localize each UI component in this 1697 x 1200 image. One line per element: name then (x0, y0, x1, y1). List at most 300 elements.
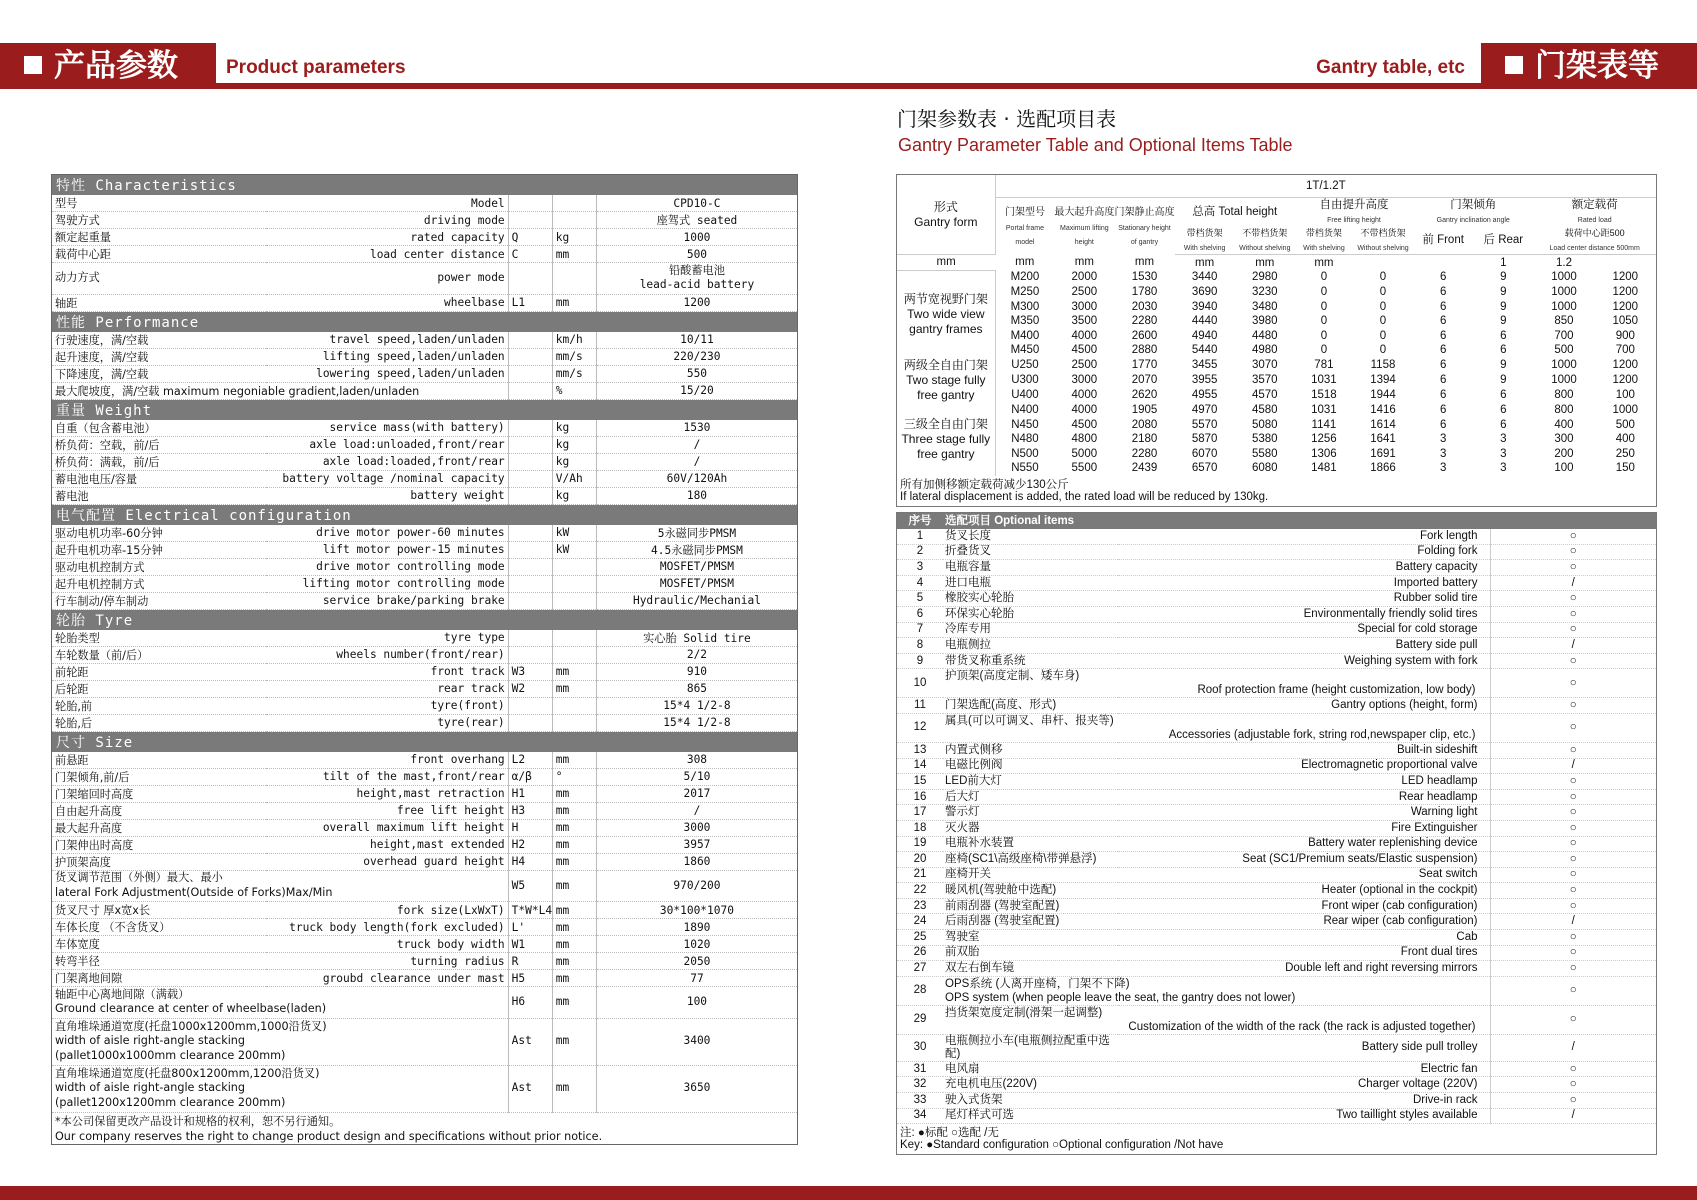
spec-unit: mm (552, 836, 596, 853)
option-cn: 驾驶室 (943, 930, 1118, 946)
option-en: Two taillight styles available (1118, 1108, 1490, 1124)
option-row (897, 898, 1656, 914)
option-cn: LED前大灯 (943, 774, 1118, 790)
gantry-cell: 200 (1554, 447, 1574, 460)
spec-table (51, 174, 798, 1145)
gantry-cell: 3 (1439, 433, 1447, 446)
gantry-group-label: 两节宽视野门架 Two wide view gantry frames (897, 270, 995, 358)
option-row (897, 606, 1656, 622)
square-bullet-icon (24, 56, 42, 74)
gantry-cell: 1000 (1551, 374, 1577, 387)
gantry-cell: 1000 (1551, 285, 1577, 298)
option-row (897, 852, 1656, 868)
option-en: Rear headlamp (1118, 789, 1490, 805)
spec-row (52, 212, 797, 229)
header-right-en: Gantry table, etc (1316, 57, 1465, 78)
option-no: 17 (897, 805, 943, 821)
option-en: Battery side pull (1118, 638, 1490, 654)
option-item (943, 669, 1490, 698)
option-row (897, 713, 1656, 742)
spec-label-cn: 起升速度，满/空载 (52, 348, 266, 365)
spec-unit (552, 697, 596, 714)
gantry-row (897, 343, 1656, 358)
spec-label-cn: 桥负荷：满载，前/后 (52, 453, 266, 470)
spec-symbol (508, 714, 552, 731)
spec-symbol (508, 541, 552, 558)
gantry-cell: 1866 (1370, 462, 1396, 475)
spec-row (52, 195, 797, 212)
spec-label-cn: 驱动电机控制方式 (52, 558, 266, 575)
option-no: 4 (897, 575, 943, 591)
spec-label-en: lift motor power-15 minutes (266, 541, 509, 558)
spec-unit: mm (552, 853, 596, 870)
options-table (896, 512, 1657, 1155)
option-en: Charger voltage (220V) (1118, 1077, 1490, 1093)
gantry-cell: 0 (1379, 285, 1387, 298)
spec-symbol (508, 630, 552, 647)
spec-symbol: W2 (508, 680, 552, 697)
gantry-note-en: If lateral displacement is added, the rated load will be reduced by 130kg. (900, 490, 1269, 503)
option-item (943, 1005, 1490, 1034)
option-row (897, 529, 1656, 544)
spec-label: 货叉调节范围（外侧）最大、最小 lateral Fork Adjustment(Outside of Forks)Max/Min (52, 870, 508, 902)
option-no: 18 (897, 820, 943, 836)
spec-label: 轴距中心离地间隙（满载） Ground clearance at center of wheelbase(laden) (52, 987, 508, 1019)
spec-label-en: service mass(with battery) (266, 420, 509, 437)
spec-unit (552, 646, 596, 663)
spec-label-en: lowering speed,laden/unladen (266, 365, 509, 382)
gantry-cell: 6 (1439, 300, 1447, 313)
gantry-cell: 400 (1554, 418, 1574, 431)
gantry-cell: 3570 (1252, 374, 1278, 387)
option-no: 32 (897, 1077, 943, 1093)
option-mark: ○ (1490, 789, 1656, 805)
option-mark: ○ (1490, 622, 1656, 638)
gantry-cell: 3455 (1191, 359, 1218, 372)
option-row (897, 836, 1656, 852)
gantry-cell: 3480 (1252, 300, 1278, 313)
spec-value: 铅酸蓄电池 lead-acid battery (596, 263, 797, 295)
option-no: 25 (897, 930, 943, 946)
spec-row (52, 836, 797, 853)
square-bullet-icon (1505, 56, 1523, 74)
gantry-cell: 5580 (1252, 447, 1278, 460)
gantry-cell: 1200 (1612, 271, 1639, 284)
option-row (897, 883, 1656, 899)
spec-row (52, 785, 797, 802)
gantry-cell: 1000 (1551, 300, 1577, 313)
option-cn: 电瓶侧拉 (943, 638, 1118, 654)
spec-label-cn: 蓄电池 (52, 487, 266, 504)
spec-label-cn: 转弯半径 (52, 953, 266, 970)
option-row (897, 758, 1656, 774)
spec-row (52, 541, 797, 558)
spec-label-en: height,mast extended (266, 836, 509, 853)
option-cn: 门架选配(高度、形式) (943, 698, 1118, 714)
spec-label-en: service brake/parking brake (266, 592, 509, 609)
option-en: Built-in sideshift (1118, 742, 1490, 758)
option-en: OPS system (when people leave the seat, the gantry does not lower) (945, 991, 1296, 1004)
spec-section-header (52, 504, 797, 525)
option-cn: 警示灯 (943, 805, 1118, 821)
option-cn: 环保实心轮胎 (943, 606, 1118, 622)
spec-symbol: W3 (508, 663, 552, 680)
spec-symbol: H4 (508, 853, 552, 870)
option-row (897, 930, 1656, 946)
option-no: 8 (897, 638, 943, 654)
spec-value: 1890 (596, 919, 797, 936)
option-mark: ○ (1490, 852, 1656, 868)
spec-label-cn: 驱动电机功率-60分钟 (52, 525, 266, 542)
gantry-row (897, 285, 1656, 300)
spec-unit: % (552, 382, 596, 399)
option-en: Special for cold storage (1118, 622, 1490, 638)
spec-value: Hydraulic/Mechanial (596, 592, 797, 609)
gantry-cell: 2620 (1131, 389, 1158, 402)
gantry-cell: 4000 (1071, 329, 1098, 342)
spec-label-en: height,mast retraction (266, 785, 509, 802)
spec-symbol (508, 592, 552, 609)
spec-row (52, 229, 797, 246)
option-row (897, 961, 1656, 977)
spec-value: 1860 (596, 853, 797, 870)
option-row (897, 742, 1656, 758)
spec-row (52, 365, 797, 382)
spec-value: 1530 (596, 420, 797, 437)
option-no: 15 (897, 774, 943, 790)
gantry-cell: 1905 (1131, 403, 1158, 416)
spec-label-cn: 门架伸出时高度 (52, 836, 266, 853)
option-cn: 护顶架(高度定制、矮车身) (945, 670, 1080, 683)
gantry-cell: 800 (1554, 403, 1574, 416)
option-en: Heater (optional in the cockpit) (1118, 883, 1490, 899)
gantry-cell: 1200 (1612, 374, 1639, 387)
spec-label-en: power mode (266, 263, 509, 295)
spec-label-cn: 驾驶方式 (52, 212, 266, 229)
gantry-cell: 0 (1379, 271, 1387, 284)
spec-value: 550 (596, 365, 797, 382)
option-mark: ○ (1490, 742, 1656, 758)
spec-row (52, 348, 797, 365)
option-no: 19 (897, 836, 943, 852)
spec-row (52, 246, 797, 263)
option-no: 14 (897, 758, 943, 774)
gantry-cell: 3 (1439, 462, 1447, 475)
option-cn: OPS系统 (人离开座椅，门架不下降) (945, 977, 1130, 990)
spec-symbol (508, 487, 552, 504)
spec-label-cn: 载荷中心距 (52, 246, 266, 263)
gantry-cell: 0 (1379, 329, 1387, 342)
spec-value: 座驾式 seated (596, 212, 797, 229)
option-mark: ○ (1490, 1077, 1656, 1093)
spec-label: 直角堆垛通道宽度(托盘1000x1200mm,1000沿货叉) width of aisle right-angle stacking (pallet1000x1000mm clearance 200mm) (52, 1018, 508, 1065)
spec-unit: kg (552, 229, 596, 246)
spec-label-cn: 动力方式 (52, 263, 266, 295)
gantry-cell: 3 (1500, 447, 1507, 460)
spec-symbol (508, 470, 552, 487)
gantry-cell: 6 (1439, 418, 1447, 431)
gantry-cell: 3230 (1252, 285, 1278, 298)
gantry-cell: 9 (1500, 359, 1507, 372)
option-row (897, 1005, 1656, 1034)
spec-row (52, 525, 797, 542)
gantry-cell: 1770 (1131, 359, 1158, 372)
spec-label-cn: 前轮距 (52, 663, 266, 680)
spec-value: / (596, 453, 797, 470)
spec-label-cn: 最大起升高度 (52, 819, 266, 836)
spec-value: 15*4 1/2-8 (596, 697, 797, 714)
spec-row (52, 752, 797, 769)
spec-unit: mm (552, 1065, 596, 1112)
header-rule (0, 83, 1697, 89)
gantry-cell: 850 (1554, 315, 1574, 328)
spec-label-cn: 前悬距 (52, 752, 266, 769)
gantry-cell: 2980 (1252, 271, 1278, 284)
spec-unit: km/h (552, 332, 596, 349)
option-cn: 挡货架宽度定制(滑架一起调整) (945, 1006, 1103, 1019)
h-no: 序号 (897, 513, 943, 529)
spec-row (52, 646, 797, 663)
option-en: Roof protection frame (height customization, low body) (1197, 684, 1476, 697)
option-mark: ○ (1490, 653, 1656, 669)
option-en: Fire Extinguisher (1118, 820, 1490, 836)
options-note-en: Key: ●Standard configuration ○Optional configuration /Not have (900, 1139, 1224, 1152)
option-cn: 属具(可以可调叉、串杆、报夹等) (945, 714, 1114, 727)
spec-unit: kW (552, 525, 596, 542)
section-title: 重量 Weight (52, 399, 797, 420)
gantry-title: 门架参数表 · 选配项目表 (897, 107, 1117, 131)
gantry-cell: 1200 (1612, 285, 1639, 298)
gantry-cell: 5080 (1252, 418, 1278, 431)
spec-value: MOSFET/PMSM (596, 558, 797, 575)
option-cn: 座椅开关 (943, 867, 1118, 883)
unit-cell (1353, 255, 1413, 271)
gantry-cell: 1200 (1612, 300, 1639, 313)
capacity-label: 1T/1.2T (995, 175, 1656, 198)
spec-label-en: drive motor controlling mode (266, 558, 509, 575)
spec-value: 3650 (596, 1065, 797, 1112)
spec-unit: mm (552, 785, 596, 802)
option-mark: / (1490, 575, 1656, 591)
unit-cell: mm (936, 256, 956, 269)
spec-row (52, 697, 797, 714)
spec-label-cn: 型号 (52, 195, 266, 212)
gantry-cell: 2180 (1131, 433, 1158, 446)
option-no: 31 (897, 1061, 943, 1077)
option-no: 11 (897, 698, 943, 714)
option-no: 30 (897, 1034, 943, 1061)
spec-label-en: front track (266, 663, 509, 680)
units-row (897, 255, 1656, 271)
option-cn: 内置式侧移 (943, 742, 1118, 758)
gantry-cell: M250 (1010, 285, 1040, 298)
gantry-cell: 4500 (1071, 344, 1098, 357)
spec-symbol: Q (508, 229, 552, 246)
spec-value: CPD10-C (596, 195, 797, 212)
spec-label-cn: 轮胎,前 (52, 697, 266, 714)
spec-value: / (596, 436, 797, 453)
spec-symbol: L1 (508, 294, 552, 311)
gantry-cell: 700 (1615, 344, 1635, 357)
spec-unit: kg (552, 420, 596, 437)
spec-value: 77 (596, 970, 797, 987)
spec-symbol (508, 332, 552, 349)
spec-symbol: Ast (508, 1018, 552, 1065)
spec-value: 180 (596, 487, 797, 504)
gantry-cell: 0 (1320, 285, 1328, 298)
option-en: LED headlamp (1118, 774, 1490, 790)
spec-value: 60V/120Ah (596, 470, 797, 487)
option-mark: ○ (1490, 529, 1656, 544)
unit-cell: mm (1015, 256, 1035, 269)
spec-row (52, 870, 797, 902)
option-en: Battery capacity (1118, 560, 1490, 576)
spec-label-en: tyre(rear) (266, 714, 509, 731)
h-free-without: 不带档货架 Without shelving (1353, 226, 1413, 255)
spec-label-en: lifting motor controlling mode (266, 575, 509, 592)
option-no: 2 (897, 544, 943, 560)
gantry-cell: 1000 (1551, 271, 1577, 284)
gantry-cell: 6 (1439, 374, 1447, 387)
spec-label-en: lifting speed,laden/unladen (266, 348, 509, 365)
option-no: 22 (897, 883, 943, 899)
gantry-row (897, 403, 1656, 418)
gantry-cell: 1691 (1370, 447, 1396, 460)
option-mark: / (1490, 1108, 1656, 1124)
gantry-cell: 4570 (1252, 389, 1278, 402)
spec-label-cn: 后轮距 (52, 680, 266, 697)
spec-row (52, 853, 797, 870)
gantry-cell: 2500 (1071, 285, 1098, 298)
option-en: Warning light (1118, 805, 1490, 821)
spec-unit: mm (552, 1018, 596, 1065)
option-no: 10 (897, 669, 943, 698)
gantry-cell: 100 (1554, 462, 1574, 475)
spec-row (52, 558, 797, 575)
section-title: 特性 Characteristics (52, 175, 797, 195)
gantry-cell: 4980 (1252, 344, 1278, 357)
spec-unit: kg (552, 436, 596, 453)
gantry-cell: 6 (1500, 344, 1507, 357)
gantry-row (897, 373, 1656, 388)
h-static: 门架静止高度 Stationary height of gantry (1114, 206, 1175, 246)
gantry-cell: 5380 (1252, 433, 1278, 446)
spec-unit: V/Ah (552, 470, 596, 487)
option-mark: ○ (1490, 713, 1656, 742)
gantry-cell: 4970 (1191, 403, 1218, 416)
spec-symbol (508, 263, 552, 295)
option-mark: ○ (1490, 698, 1656, 714)
spec-value: 1020 (596, 936, 797, 953)
spec-value: 3000 (596, 819, 797, 836)
spec-symbol (508, 348, 552, 365)
spec-symbol (508, 382, 552, 399)
gantry-cell: 700 (1554, 329, 1574, 342)
spec-label-en: Model (266, 195, 509, 212)
spec-label-en: drive motor power-60 minutes (266, 525, 509, 542)
option-en: Imported battery (1118, 575, 1490, 591)
section-title: 电气配置 Electrical configuration (52, 504, 797, 525)
gantry-cell: 1481 (1311, 462, 1337, 475)
option-mark: ○ (1490, 606, 1656, 622)
spec-label-en: overall maximum lift height (266, 819, 509, 836)
option-no: 29 (897, 1005, 943, 1034)
gantry-cell: 1050 (1612, 315, 1639, 328)
option-mark: ○ (1490, 930, 1656, 946)
spec-unit: mm (552, 802, 596, 819)
option-cn: 灭火器 (943, 820, 1118, 836)
option-cn: 充电机电压(220V) (943, 1077, 1118, 1093)
gantry-cell: 100 (1615, 389, 1635, 402)
spec-label-cn: 门架离地间隙 (52, 970, 266, 987)
spec-symbol: L' (508, 919, 552, 936)
gantry-row (897, 358, 1656, 373)
header-left-en: Product parameters (226, 57, 406, 78)
section-title: 轮胎 Tyre (52, 609, 797, 630)
gantry-cell: N480 (1011, 433, 1039, 446)
option-item (943, 976, 1490, 1005)
gantry-cell: 9 (1500, 271, 1507, 284)
gantry-cell: 1944 (1370, 389, 1396, 402)
option-cn: 进口电瓶 (943, 575, 1118, 591)
gantry-cell: 2500 (1071, 359, 1098, 372)
gantry-cell: 1780 (1131, 285, 1158, 298)
spec-symbol: α/β (508, 768, 552, 785)
gantry-cell: 3 (1439, 447, 1447, 460)
gantry-cell: N550 (1011, 462, 1039, 475)
gantry-cell: 4800 (1071, 433, 1098, 446)
option-en: Electromagnetic proportional valve (1118, 758, 1490, 774)
spec-row (52, 970, 797, 987)
header-left-cn: 产品参数 (54, 48, 178, 84)
gantry-cell: 2439 (1131, 462, 1158, 475)
option-en: Front dual tires (1118, 945, 1490, 961)
gantry-cell: 0 (1320, 300, 1328, 313)
gantry-cell: 2000 (1071, 271, 1098, 284)
spec-symbol (508, 195, 552, 212)
gantry-cell: 9 (1500, 300, 1507, 313)
gantry-row (897, 432, 1656, 447)
gantry-cell: 6 (1439, 389, 1447, 402)
gantry-cell: 1306 (1311, 447, 1337, 460)
gantry-cell: 900 (1615, 329, 1635, 342)
gantry-cell: 400 (1615, 433, 1635, 446)
spec-row (52, 987, 797, 1019)
spec-symbol: H6 (508, 987, 552, 1019)
spec-symbol: H1 (508, 785, 552, 802)
spec-label-en: load center distance (266, 246, 509, 263)
spec-unit: mm (552, 870, 596, 902)
option-row (897, 789, 1656, 805)
gantry-cell: M400 (1010, 329, 1040, 342)
option-en: Electric fan (1118, 1061, 1490, 1077)
option-cn: 电风扇 (943, 1061, 1118, 1077)
options-note-cn: 注: ●标配 ○选配 /无 (900, 1127, 999, 1140)
spec-label-en: truck body length(fork excluded) (266, 919, 509, 936)
gantry-cell: M450 (1010, 344, 1040, 357)
spec-value: 3957 (596, 836, 797, 853)
spec-label-en: axle load:unloaded,front/rear (266, 436, 509, 453)
option-no: 5 (897, 591, 943, 607)
spec-symbol: W5 (508, 870, 552, 902)
gantry-cell: 6080 (1252, 462, 1278, 475)
gantry-cell: N450 (1011, 418, 1039, 431)
gantry-cell: 2600 (1131, 329, 1158, 342)
spec-section-header (52, 311, 797, 332)
spec-label-en: wheels number(front/rear) (266, 646, 509, 663)
option-row (897, 1093, 1656, 1109)
option-cn: 冷库专用 (943, 622, 1118, 638)
